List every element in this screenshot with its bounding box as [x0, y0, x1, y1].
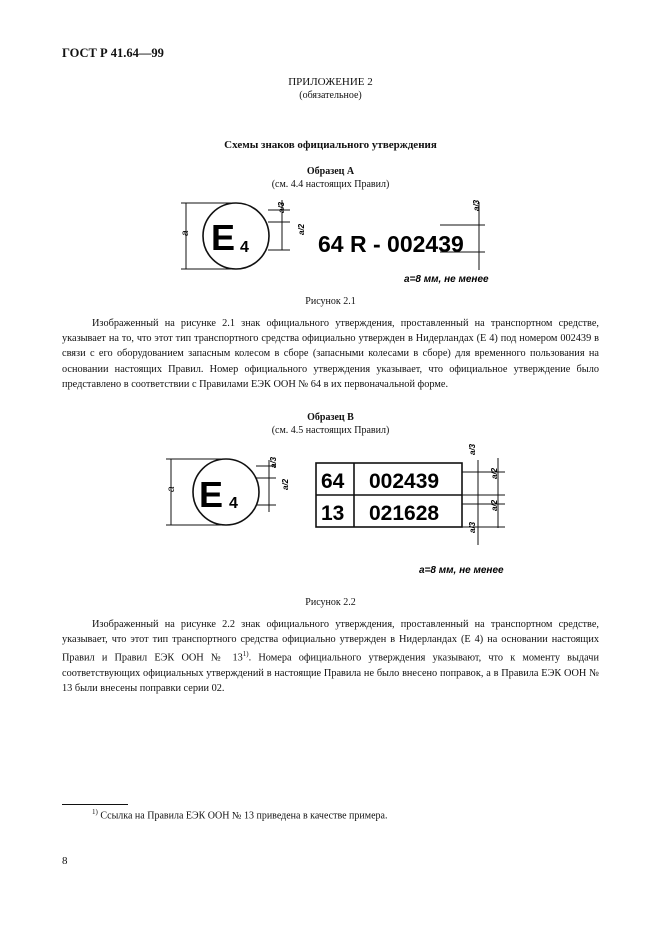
appendix-status: (обязательное): [299, 90, 362, 101]
sample-a-dim-right-label: a/3: [472, 199, 481, 211]
sample-a-note: a=8 мм, не менее: [404, 274, 489, 285]
paragraph-2-text-before: Изображенный на рисунке 2.2 знак официального утверждения, проставленный на транспортном средстве, указывает, что этот тип транспортного средства официально утвержден в Нидерландах (Е 4) на основании настоящих Правил и Правил ЕЭК ООН № 13: [62, 619, 599, 664]
footnote: [92, 808, 387, 821]
sample-a-title: Образец А: [306, 166, 355, 177]
sample-b-dim-right-a2-bottom: a/2: [490, 499, 499, 511]
sample-b-dim-right-a2-top: a/2: [490, 467, 499, 479]
sample-a-dim-a3-label: a/3: [277, 201, 286, 213]
footnote-divider: [62, 804, 128, 805]
sample-b-mark-number: 4: [229, 495, 238, 512]
figure-2-2-caption: Рисунок 2.2: [305, 597, 356, 608]
paragraph-1-text: Изображенный на рисунке 2.1 знак официального утверждения, проставленный на транспортном средстве, указывает на то, что этот тип транспортного средства официально утвержден в Нидерландах (Е 4) под номером 002439 в связи с его оборудованием запасным колесом в сборе (запасными колесами в сборе) для временного пользования на основании настоящих Правил. Номер официального утверждения указывает, что официальное утверждение было представлено в соответствии с Правилами ЕЭК ООН № 64 в их первоначальной форме.: [62, 318, 599, 390]
footnote-text: Ссылка на Правила ЕЭК ООН № 13 приведена в качестве примера.: [97, 810, 388, 822]
sample-a-ref: (см. 4.4 настоящих Правил): [271, 179, 390, 190]
sample-b-title: Образец В: [307, 412, 354, 423]
sample-a-approval-number: 64 R - 002439: [318, 231, 464, 257]
sample-b-dim-a-label: a: [166, 486, 177, 492]
footnote-mark: 1): [92, 808, 98, 816]
sample-b-note: a=8 мм, не менее: [419, 565, 504, 576]
sample-a-mark-letter: E: [211, 217, 236, 258]
sample-b-ref: (см. 4.5 настоящих Правил): [271, 425, 390, 436]
sample-b-dim-a3-label: a/3: [269, 456, 278, 468]
sample-b-dim-right-a3-bottom: a/3: [468, 521, 477, 533]
sample-b-row2-num: 021628: [369, 502, 440, 525]
sample-b-row1-reg: 64: [321, 470, 345, 493]
section-title: Схемы знаков официального утверждения: [224, 139, 437, 151]
sample-b-dim-a2-label: a/2: [281, 478, 290, 490]
sample-b-row2-reg: 13: [321, 502, 345, 525]
sample-b-mark-letter: E: [199, 474, 224, 515]
sample-b-row1-num: 002439: [369, 470, 440, 493]
sample-a-mark-number: 4: [240, 239, 249, 256]
figure-2-1-caption: Рисунок 2.1: [305, 296, 356, 307]
paragraph-2: [62, 617, 599, 696]
sample-b-dim-right-a3-top: a/3: [468, 443, 477, 455]
standard-header: ГОСТ Р 41.64—99: [62, 46, 164, 60]
footnote-ref[interactable]: 1): [242, 650, 249, 659]
sample-a-dim-a2-label: a/2: [297, 223, 306, 235]
sample-a-dim-a-label: a: [180, 230, 191, 236]
page-number: 8: [62, 855, 68, 867]
appendix-title: ПРИЛОЖЕНИЕ 2: [288, 76, 373, 88]
paragraph-2-text-after: . Номера официального утверждения указывают, что к моменту выдачи соответствующих официальных утверждений в настоящие Правила не было внесено поправок, а в Правила ЕЭК ООН № 13 были внесены поправки серии 02.: [62, 652, 599, 695]
